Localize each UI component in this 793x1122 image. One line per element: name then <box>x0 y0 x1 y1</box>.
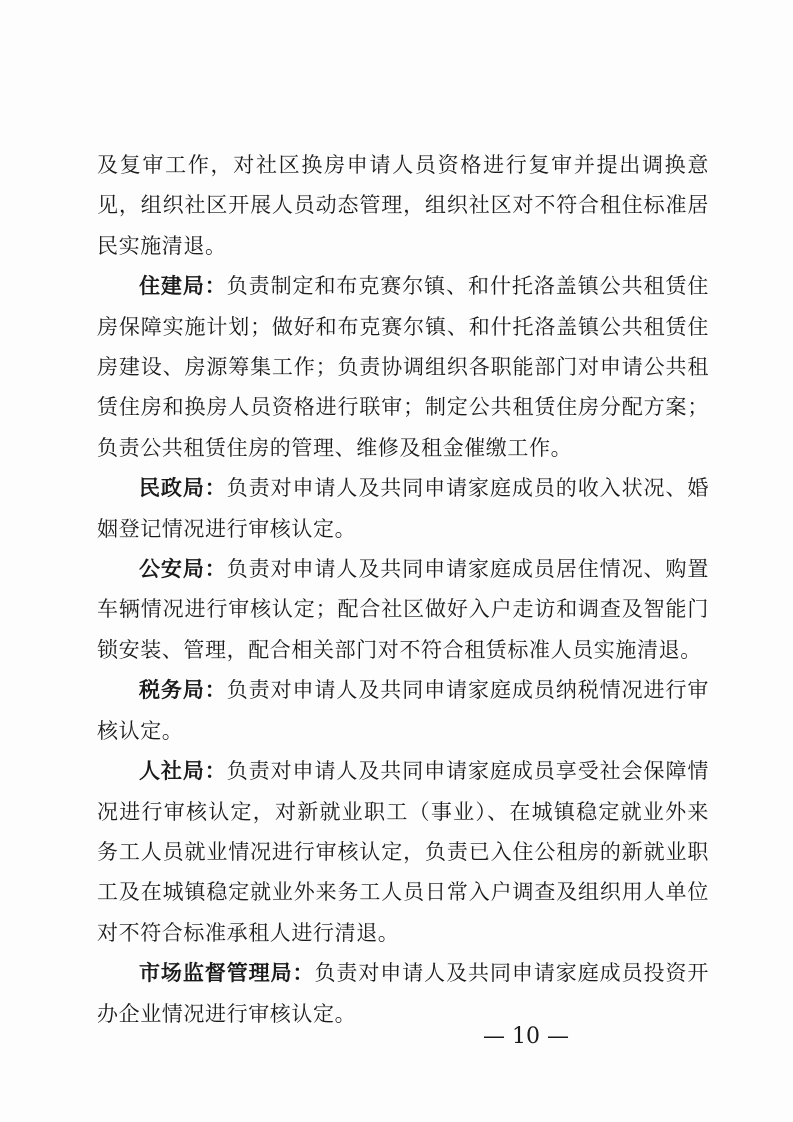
paragraph-housing-bureau <box>97 266 709 468</box>
dept-label-market-supervision: 市场监督管理局： <box>139 961 315 986</box>
paragraph-civil-affairs <box>97 468 709 549</box>
paragraph-text: 及复审工作，对社区换房申请人员资格进行复审并提出调换意见，组织社区开展人员动态管理，组织社区对不符合租住标准居民实施清退。 <box>97 153 709 258</box>
paragraph-text: 负责对申请人及共同申请家庭成员居住情况、购置车辆情况进行审核认定；配合社区做好入户走访和调查及智能门锁安装、管理，配合相关部门对不符合租赁标准人员实施清退。 <box>97 557 709 662</box>
paragraph-continuation <box>97 145 709 266</box>
paragraph-text: 负责对申请人及共同申请家庭成员的收入状况、婚姻登记情况进行审核认定。 <box>97 476 709 541</box>
dept-label-human-resources: 人社局： <box>139 759 227 784</box>
paragraph-human-resources <box>97 751 709 953</box>
dept-label-housing: 住建局： <box>139 274 227 299</box>
paragraph-public-security <box>97 549 709 670</box>
dept-label-taxation: 税务局： <box>139 678 227 703</box>
paragraph-text: 负责制定和布克赛尔镇、和什托洛盖镇公共租赁住房保障实施计划；做好和布克赛尔镇、和什托洛盖镇公共租赁住房建设、房源筹集工作；负责协调组织各职能部门对申请公共租赁住房和换房人员资格进行联审；制定公共租赁住房分配方案；负责公共租赁住房的管理、维修及租金催缴工作。 <box>97 274 709 460</box>
paragraph-text: 负责对申请人及共同申请家庭成员享受社会保障情况进行审核认定，对新就业职工（事业）、在城镇稳定就业外来务工人员就业情况进行审核认定，负责已入住公租房的新就业职工及在城镇稳定就业外来务工人员日常入户调查及组织用人单位对不符合标准承租人进行清退。 <box>97 759 709 945</box>
paragraph-taxation <box>97 670 709 751</box>
dept-label-civil-affairs: 民政局： <box>139 476 227 501</box>
dept-label-public-security: 公安局： <box>139 557 227 582</box>
paragraph-text: 负责对申请人及共同申请家庭成员纳税情况进行审核认定。 <box>97 678 709 743</box>
paragraph-market-supervision <box>97 953 709 1034</box>
document-body <box>97 145 709 1034</box>
paragraph-text: 负责对申请人及共同申请家庭成员投资开办企业情况进行审核认定。 <box>97 961 709 1026</box>
page-number: — 10 — <box>483 1024 569 1049</box>
